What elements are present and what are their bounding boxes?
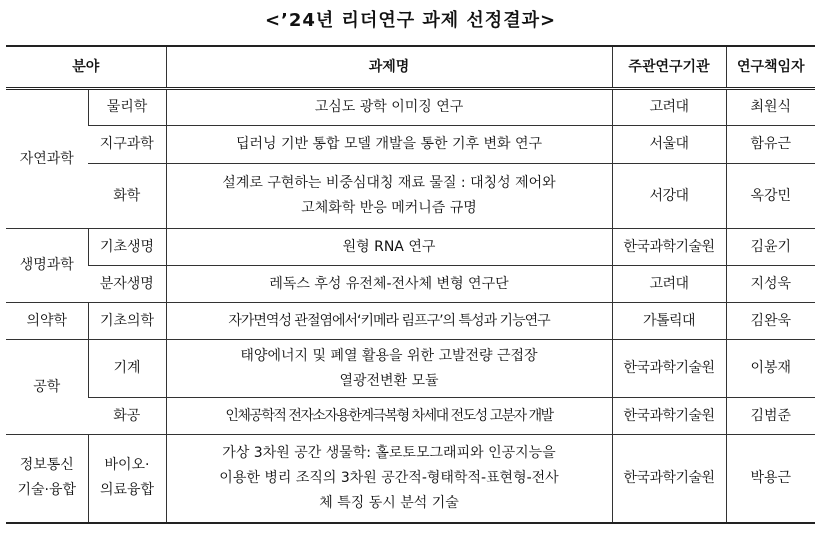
- project-cell: 자가면역성 관절염에서‘키메라 림프구’의 특성과 기능연구: [166, 303, 612, 340]
- project-line: 체 특징 동시 분석 기술: [319, 494, 459, 511]
- institution-cell: 한국과학기술원: [612, 340, 726, 398]
- page-title: <’24년 리더연구 과제 선정결과>: [264, 10, 557, 31]
- field-cell: [6, 435, 88, 523]
- project-cell: 인체공학적 전자소자용한계극복형 차세대 전도성 고분자 개발: [166, 398, 612, 435]
- subfield-cell: [88, 435, 166, 523]
- subfield-cell: 기초의학: [88, 303, 166, 340]
- table-row: [6, 89, 815, 126]
- subfield-cell: 기초생명: [88, 229, 166, 266]
- field-line: 정보통신: [19, 457, 74, 474]
- table-row: [6, 229, 815, 266]
- lead-cell: 최원식: [726, 89, 815, 126]
- selection-results-table: [6, 45, 815, 524]
- header-lead: 연구책임자: [726, 46, 815, 89]
- project-line: 고체화학 반응 메커니즘 규명: [301, 200, 477, 216]
- subfield-cell: 지구과학: [88, 126, 166, 164]
- subfield-cell: 화공: [88, 398, 166, 435]
- project-cell: 원형 RNA 연구: [166, 229, 612, 266]
- header-institution: 주관연구기관: [612, 46, 726, 89]
- project-cell: 고심도 광학 이미징 연구: [166, 89, 612, 126]
- subfield-cell: 기계: [88, 340, 166, 398]
- field-cell: 생명과학: [6, 229, 88, 303]
- institution-cell: 고려대: [612, 89, 726, 126]
- field-cell: 의약학: [6, 303, 88, 340]
- lead-cell: 김완욱: [726, 303, 815, 340]
- project-cell: [166, 340, 612, 398]
- project-line: 태양에너지 및 폐열 활용을 위한 고발전량 근접장: [240, 347, 538, 364]
- table-row: [6, 340, 815, 398]
- subfield-cell: 물리학: [88, 89, 166, 126]
- field-line: 기술·융합: [17, 482, 77, 499]
- project-line: 가상 3차원 공간 생물학: 홀로토모그래피와 인공지능을: [222, 444, 556, 461]
- table-row: [6, 435, 815, 523]
- field-cell: 공학: [6, 340, 88, 435]
- subfield-cell: 분자생명: [88, 266, 166, 303]
- institution-cell: 서강대: [612, 164, 726, 229]
- project-cell: [166, 435, 612, 523]
- lead-cell: 김범준: [726, 398, 815, 435]
- project-cell: [166, 164, 612, 229]
- project-cell: 딥러닝 기반 통합 모델 개발을 통한 기후 변화 연구: [166, 126, 612, 164]
- subfield-line: 바이오·: [104, 457, 150, 474]
- lead-cell: 박용근: [726, 435, 815, 523]
- table-row: [6, 303, 815, 340]
- institution-cell: 한국과학기술원: [612, 435, 726, 523]
- institution-cell: 한국과학기술원: [612, 398, 726, 435]
- subfield-cell: 화학: [88, 164, 166, 229]
- field-cell: 자연과학: [6, 89, 88, 229]
- lead-cell: 지성욱: [726, 266, 815, 303]
- header-field: 분야: [6, 46, 166, 89]
- institution-cell: 가톨릭대: [612, 303, 726, 340]
- table-row: [6, 398, 815, 435]
- lead-cell: 김윤기: [726, 229, 815, 266]
- institution-cell: 고려대: [612, 266, 726, 303]
- lead-cell: 이봉재: [726, 340, 815, 398]
- header-project: 과제명: [166, 46, 612, 89]
- project-line: 설계로 구현하는 비중심대칭 재료 물질 : 대칭성 제어와: [222, 175, 556, 191]
- institution-cell: 한국과학기술원: [612, 229, 726, 266]
- project-line: 열광전변환 모듈: [339, 372, 439, 389]
- table-header-row: [6, 46, 815, 89]
- table-row: [6, 126, 815, 164]
- table-row: [6, 164, 815, 229]
- subfield-line: 의료융합: [99, 482, 155, 499]
- institution-cell: 서울대: [612, 126, 726, 164]
- project-line: 이용한 병리 조직의 3차원 공간적-형태학적-표현형-전사: [219, 469, 559, 486]
- lead-cell: 함유근: [726, 126, 815, 164]
- table-row: [6, 266, 815, 303]
- lead-cell: 옥강민: [726, 164, 815, 229]
- project-cell: 레독스 후성 유전체-전사체 변형 연구단: [166, 266, 612, 303]
